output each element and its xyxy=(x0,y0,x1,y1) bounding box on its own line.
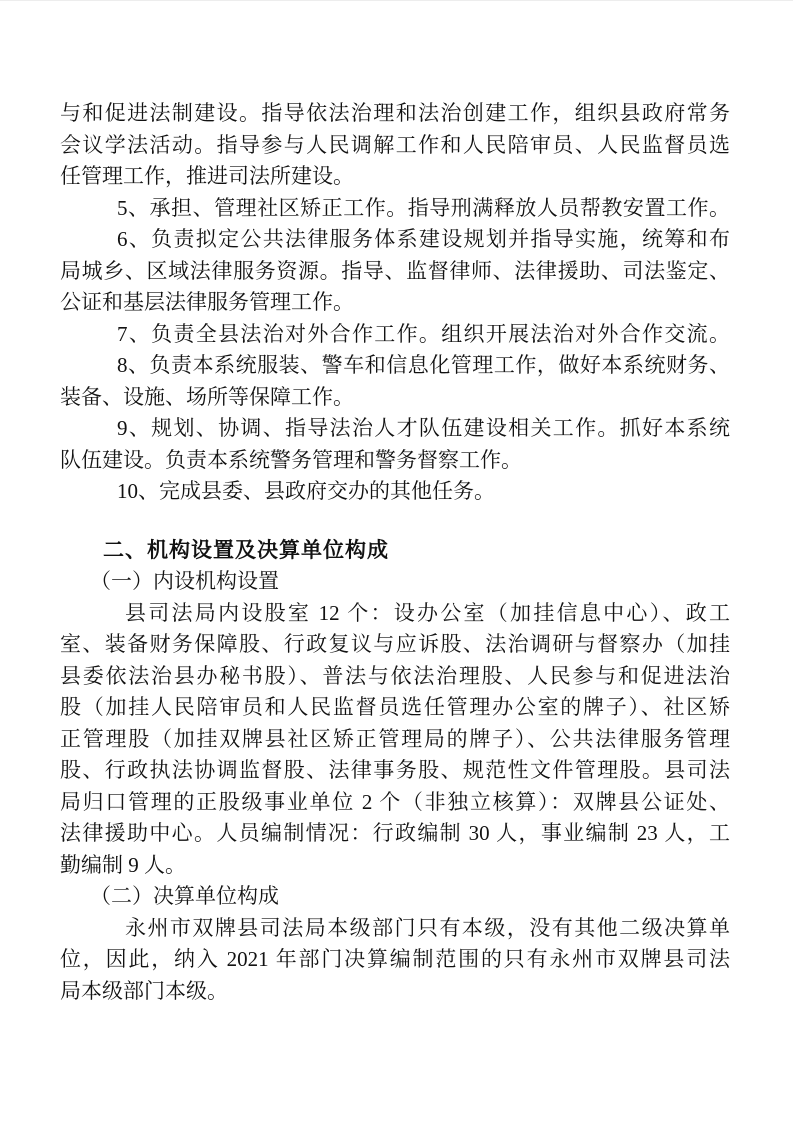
text-line: 局城乡、区域法律服务资源。指导、监督律师、法律援助、司法鉴定、 xyxy=(60,258,730,283)
document-body xyxy=(60,98,730,1007)
text-line: 5、承担、管理社区矫正工作。指导刑满释放人员帮教安置工作。 xyxy=(117,195,730,220)
text-line: 6、负责拟定公共法律服务体系建设规划并指导实施，统筹和布 xyxy=(117,227,730,251)
blank-line xyxy=(60,508,730,535)
text-line: 局归口管理的正股级事业单位 2 个（非独立核算）：双牌县公证处、 xyxy=(60,789,730,814)
text-line: 9、规划、协调、指导法治人才队伍建设相关工作。抓好本系统 xyxy=(117,416,730,440)
text-line: 正管理股（加挂双牌县社区矫正管理局的牌子）、公共法律服务管理 xyxy=(60,726,730,751)
text-line: 装备、设施、场所等保障工作。 xyxy=(60,384,354,409)
text-line: 股、行政执法协调监督股、法律事务股、规范性文件管理股。县司法 xyxy=(60,758,730,782)
text-line: 公证和基层法律服务管理工作。 xyxy=(60,290,354,314)
text-line: 任管理工作，推进司法所建设。 xyxy=(60,164,354,188)
text-line: 8、负责本系统服装、警车和信息化管理工作，做好本系统财务、 xyxy=(117,353,730,377)
section-heading: 二、机构设置及决算单位构成 xyxy=(103,538,389,562)
text-line: （一）内设机构设置 xyxy=(90,569,279,593)
text-line: （二）决算单位构成 xyxy=(90,884,279,908)
text-line: 永州市双牌县司法局本级部门只有本级，没有其他二级决算单 xyxy=(125,915,730,940)
text-line: 勤编制 9 人。 xyxy=(60,852,186,877)
text-line: 10、完成县委、县政府交办的其他任务。 xyxy=(117,479,495,503)
text-line: 室、装备财务保障股、行政复议与应诉股、法治调研与督察办（加挂 xyxy=(60,632,730,656)
text-line: 局本级部门本级。 xyxy=(60,978,228,1003)
text-line: 股（加挂人民陪审员和人民监督员选任管理办公室的牌子）、社区矫 xyxy=(60,695,730,719)
text-line: 队伍建设。负责本系统警务管理和警务督察工作。 xyxy=(60,447,522,472)
text-line: 会议学法活动。指导参与人民调解工作和人民陪审员、人民监督员选 xyxy=(60,132,730,157)
text-line: 县司法局内设股室 12 个：设办公室（加挂信息中心）、政工 xyxy=(125,600,730,625)
text-line: 与和促进法制建设。指导依法治理和法治创建工作，组织县政府常务 xyxy=(60,101,730,125)
text-line: 县委依法治县办秘书股）、普法与依法治理股、人民参与和促进法治 xyxy=(60,663,730,688)
text-line: 7、负责全县法治对外合作工作。组织开展法治对外合作交流。 xyxy=(117,321,730,346)
text-line: 位，因此，纳入 2021 年部门决算编制范围的只有永州市双牌县司法 xyxy=(60,947,730,971)
text-line: 法律援助中心。人员编制情况：行政编制 30 人，事业编制 23 人，工 xyxy=(60,821,730,845)
